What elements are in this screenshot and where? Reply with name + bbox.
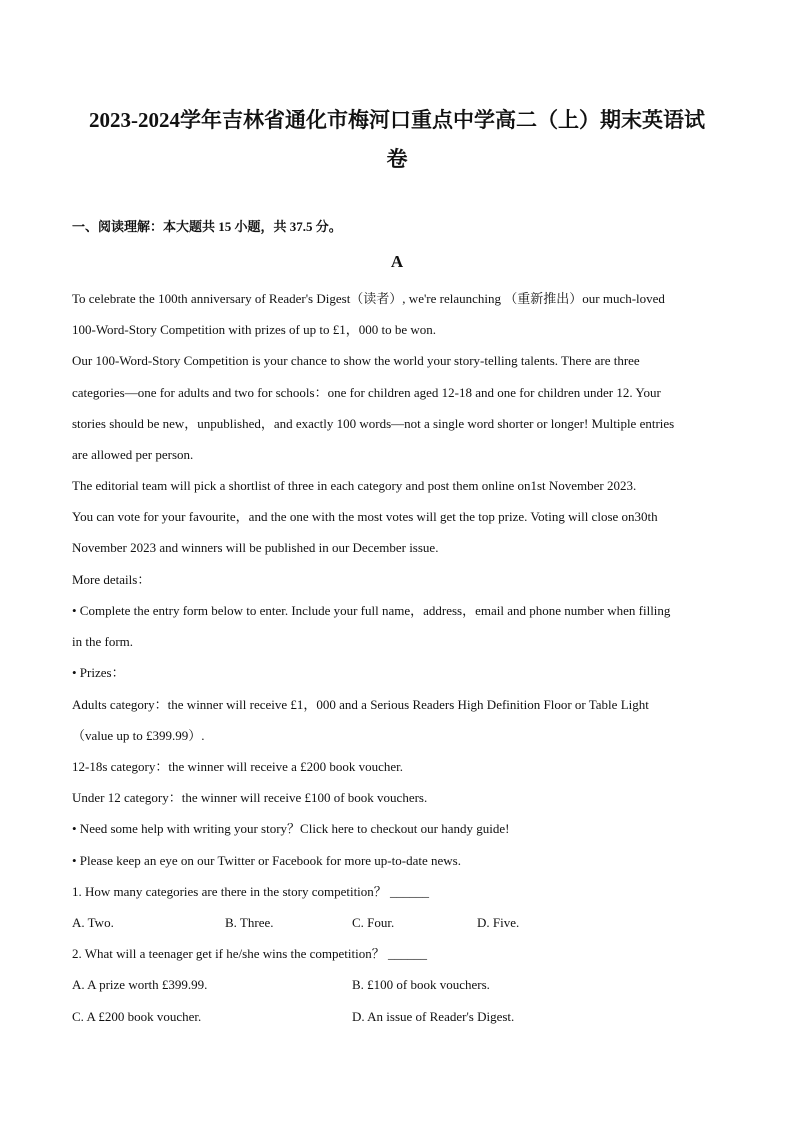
passage-line: 100-Word-Story Competition with prizes of up to £1，000 to be won. bbox=[72, 322, 436, 337]
section-heading: 一、阅读理解：本大题共 15 小题，共 37.5 分。 bbox=[72, 219, 342, 234]
passage-line: stories should be new，unpublished，and exactly 100 words—not a single word shorter or longer! Multiple entries bbox=[72, 416, 675, 431]
passage-line: • Need some help with writing your story？Click here to checkout our handy guide! bbox=[72, 821, 510, 836]
exam-title-line-1: 2023-2024学年吉林省通化市梅河口重点中学高二（上）期末英语试 bbox=[89, 108, 705, 132]
passage-line: are allowed per person. bbox=[72, 447, 194, 462]
passage-line: November 2023 and winners will be published in our December issue. bbox=[72, 540, 439, 555]
passage-line: • Prizes： bbox=[72, 665, 125, 680]
passage-line: （value up to £399.99）. bbox=[72, 728, 205, 743]
passage-line: 12-18s category：the winner will receive a £200 book voucher. bbox=[72, 759, 404, 774]
passage-line: Under 12 category：the winner will receive £100 of book vouchers. bbox=[72, 790, 428, 805]
question-2-option-d[interactable]: D. An issue of Reader's Digest. bbox=[352, 1009, 515, 1024]
question-1-option-d[interactable]: D. Five. bbox=[477, 915, 520, 930]
passage-line: • Please keep an eye on our Twitter or Facebook for more up-to-date news. bbox=[72, 853, 461, 868]
passage-line: You can vote for your favourite，and the one with the most votes will get the top prize. Voting will close on30th bbox=[72, 509, 658, 524]
question-1-option-c[interactable]: C. Four. bbox=[352, 915, 395, 930]
passage-line: More details： bbox=[72, 572, 151, 587]
passage-line: The editorial team will pick a shortlist of three in each category and post them online on1st November 2023. bbox=[72, 478, 637, 493]
exam-title-line-2: 卷 bbox=[386, 147, 408, 171]
passage-line: in the form. bbox=[72, 634, 134, 649]
question-2-option-c[interactable]: C. A £200 book voucher. bbox=[72, 1009, 202, 1024]
question-2-option-a[interactable]: A. A prize worth £399.99. bbox=[72, 977, 208, 992]
passage-label: A bbox=[390, 252, 404, 271]
passage-line: Adults category：the winner will receive £1，000 and a Serious Readers High Definition Floor or Table Light bbox=[72, 697, 649, 712]
passage-line: categories—one for adults and two for schools：one for children aged 12-18 and one for children under 12. Your bbox=[72, 385, 661, 400]
question-1-option-a[interactable]: A. Two. bbox=[72, 915, 114, 930]
question-2-stem: 2. What will a teenager get if he/she wins the competition？ ______ bbox=[72, 946, 428, 961]
passage-line: Our 100-Word-Story Competition is your chance to show the world your story-telling talents. There are three bbox=[72, 353, 640, 368]
question-1-stem: 1. How many categories are there in the story competition？ ______ bbox=[72, 884, 430, 899]
question-2-option-b[interactable]: B. £100 of book vouchers. bbox=[352, 977, 490, 992]
passage-line: • Complete the entry form below to enter. Include your full name，address，email and phone number when filling bbox=[72, 603, 671, 618]
question-1-option-b[interactable]: B. Three. bbox=[225, 915, 274, 930]
passage-line: To celebrate the 100th anniversary of Reader's Digest（读者）, we're relaunching （重新推出）our much-loved bbox=[72, 291, 665, 306]
